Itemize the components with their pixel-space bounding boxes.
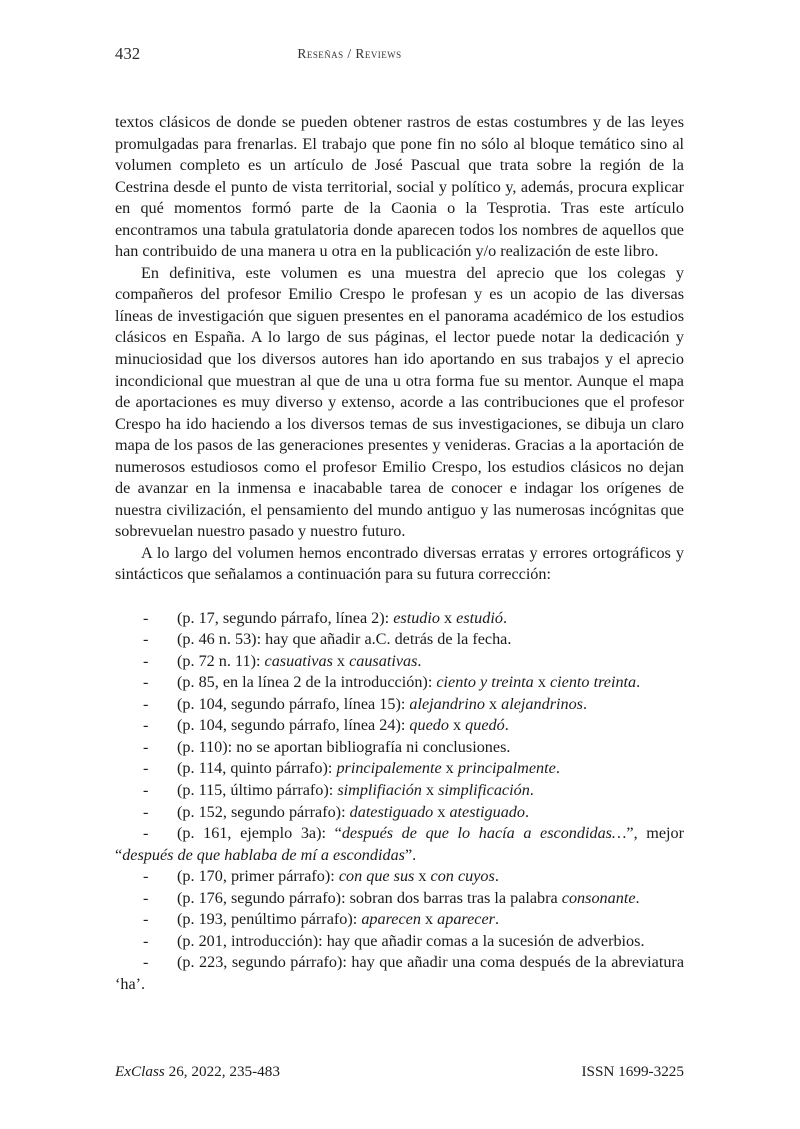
list-item xyxy=(115,909,684,931)
errata-note: sobran dos barras tras la palabra xyxy=(349,888,562,907)
list-bullet: - xyxy=(143,716,149,735)
errata-note: hay que añadir una coma después de la abreviatura ‘ha’. xyxy=(115,953,685,993)
errata-reference: (p. 152, segundo párrafo): xyxy=(177,802,350,821)
errata-tail: . xyxy=(636,673,641,692)
journal-citation xyxy=(115,1063,280,1081)
errata-tail: . xyxy=(582,694,588,713)
errata-note: hay que añadir a.C. detrás de la fecha. xyxy=(265,630,512,649)
errata-tail: . xyxy=(417,651,422,670)
list-bullet: - xyxy=(143,673,149,692)
body-text-block xyxy=(115,112,684,995)
list-item xyxy=(115,802,684,824)
list-item xyxy=(115,629,684,651)
list-bullet: - xyxy=(143,867,149,886)
list-item xyxy=(115,931,684,953)
errata-wrong-form: ciento y treinta xyxy=(436,673,534,692)
list-item xyxy=(115,758,684,780)
issn-label: ISSN 1699-3225 xyxy=(581,1063,684,1080)
errata-italic-word: consonante xyxy=(561,888,636,907)
errata-correct-form: principalmente xyxy=(457,759,556,778)
errata-separator: x xyxy=(533,673,550,692)
errata-wrong-form: aparecen xyxy=(361,910,421,929)
errata-wrong-form: casuativas xyxy=(264,651,333,670)
list-item xyxy=(115,888,684,910)
page-folio-number: 432 xyxy=(115,44,141,63)
list-item xyxy=(115,737,684,759)
paragraph-conclusion: En definitiva, este volumen es una muestra del aprecio que los colegas y compañeros del profesor Emilio Crespo le profesan y es un acopio de las diversas líneas de investigación que siguen presentes en el panorama académico de los estudios clásicos en España. A lo largo de sus páginas, el lector puede notar la dedicación y minuciosidad que los diversos autores han ido aportando en sus trabajos y el aprecio incondicional que muestran al que de una u otra forma fue su mentor. Aunque el mapa de aportaciones es muy diverso y extenso, acorde a las contribuciones que el profesor Crespo ha ido haciendo a los diversos temas de sus investigaciones, se dibuja un claro mapa de los pasos de las generaciones presentes y venideras. Gracias a la aportación de numerosos estudiosos como el profesor Emilio Crespo, los estudios clásicos no dejan de avanzar en la inmensa e inacabable tarea de conocer e indagar los orígenes de nuestra civilización, el pensamiento del mundo antiguo y las numerosas incógnitas que sobrevuelan nuestro pasado y nuestro futuro. xyxy=(115,263,684,541)
list-item xyxy=(115,651,684,673)
list-bullet: - xyxy=(143,888,149,907)
quote-close: ” xyxy=(404,845,413,864)
list-bullet: - xyxy=(143,608,149,627)
paragraph-continuation: textos clásicos de donde se pueden obtener rastros de estas costumbres y de las leyes promulgadas para frenarlas. El trabajo que pone fin no sólo al bloque temático sino al volumen completo es un artículo de José Pascual que trata sobre la región de la Cestrina desde el punto de vista territorial, social y político y, además, procura explicar en qué momentos formó parte de la Caonia o la Tesprotia. Tras este artículo encontramos una tabula gratulatoria donde aparecen todos los nombres de aquellos que han contribuido de una manera u otra en la publicación y/o realización de este libro. xyxy=(115,113,684,261)
running-head xyxy=(115,44,684,68)
errata-correct-form: simplificación xyxy=(438,780,530,799)
errata-tail: . xyxy=(412,845,417,864)
errata-separator: x xyxy=(448,716,466,735)
errata-wrong-form: principalemente xyxy=(336,759,442,778)
errata-tail: . xyxy=(502,608,507,627)
list-bullet: - xyxy=(143,802,149,821)
errata-tail: . xyxy=(504,716,509,735)
errata-correct-form: quedó xyxy=(465,716,505,735)
errata-reference: (p. 46 n. 53): xyxy=(177,630,266,649)
errata-reference: (p. 72 n. 11): xyxy=(177,651,265,670)
running-head-title: Reseñas / Reviews xyxy=(297,46,402,61)
quote-open: “ xyxy=(115,845,123,864)
errata-tail: . xyxy=(529,780,534,799)
quote-open: “ xyxy=(334,824,342,843)
list-bullet: - xyxy=(143,953,149,972)
list-item xyxy=(115,780,684,802)
errata-correct-form: atestiguado xyxy=(449,802,525,821)
errata-list xyxy=(115,608,684,996)
errata-reference: (p. 85, en la línea 2 de la introducción): xyxy=(177,673,437,692)
list-bullet: - xyxy=(143,910,149,929)
errata-correct-form: estudió xyxy=(456,608,503,627)
list-item xyxy=(115,715,684,737)
errata-connector: , mejor xyxy=(633,824,684,843)
errata-correct-form: causativas xyxy=(349,651,418,670)
errata-separator: x xyxy=(433,802,450,821)
list-item-multiline xyxy=(115,823,684,866)
errata-reference: (p. 114, quinto párrafo): xyxy=(177,759,337,778)
list-bullet: - xyxy=(143,824,149,843)
page-footer xyxy=(115,1063,684,1081)
journal-volume-pages: 26, 2022, 235-483 xyxy=(164,1063,280,1080)
errata-wrong-form: con que sus xyxy=(338,867,415,886)
errata-note: hay que añadir comas a la sucesión de adverbios. xyxy=(326,931,645,950)
list-item xyxy=(115,694,684,716)
errata-separator: x xyxy=(420,910,438,929)
list-bullet: - xyxy=(143,694,149,713)
errata-tail: . xyxy=(635,888,640,907)
list-bullet: - xyxy=(143,759,149,778)
errata-separator: x xyxy=(484,694,502,713)
errata-tail: . xyxy=(555,759,560,778)
errata-tail: . xyxy=(494,867,499,886)
journal-name: ExClass xyxy=(115,1063,165,1080)
errata-quoted-correction: después de que hablaba de mí a escondidas xyxy=(122,845,405,864)
errata-reference: (p. 161, ejemplo 3a): xyxy=(177,824,335,843)
errata-wrong-form: estudio xyxy=(393,608,440,627)
errata-separator: x xyxy=(439,608,457,627)
errata-correct-form: alejandrinos xyxy=(501,694,583,713)
paragraph-errata-intro: A lo largo del volumen hemos encontrado diversas erratas y errores ortográficos y sintácticos que señalamos a continuación para su futura corrección: xyxy=(115,543,684,584)
errata-quoted-original: después de que lo hacía a escondidas… xyxy=(341,824,627,843)
errata-note: no se aportan bibliografía ni conclusiones. xyxy=(236,737,511,756)
errata-wrong-form: datestiguado xyxy=(349,802,434,821)
list-bullet: - xyxy=(143,651,149,670)
errata-tail: . xyxy=(494,910,500,929)
errata-reference: (p. 170, primer párrafo): xyxy=(177,867,339,886)
errata-reference: (p. 193, penúltimo párrafo): xyxy=(177,910,362,929)
errata-separator: x xyxy=(421,780,439,799)
list-bullet: - xyxy=(143,737,149,756)
errata-wrong-form: simplifiación xyxy=(337,780,422,799)
errata-reference: (p. 201, introducción): xyxy=(177,931,327,950)
errata-tail: . xyxy=(525,802,530,821)
list-item xyxy=(115,608,684,630)
errata-reference: (p. 115, último párrafo): xyxy=(177,780,338,799)
quote-close: ” xyxy=(626,824,634,843)
errata-reference: (p. 110): xyxy=(177,737,237,756)
errata-correct-form: ciento treinta xyxy=(549,673,637,692)
errata-reference: (p. 104, segundo párrafo, línea 24): xyxy=(177,716,410,735)
list-item-multiline xyxy=(115,952,684,995)
errata-reference: (p. 176, segundo párrafo): xyxy=(177,888,350,907)
errata-separator: x xyxy=(414,867,431,886)
errata-separator: x xyxy=(332,651,350,670)
errata-reference: (p. 104, segundo párrafo, línea 15): xyxy=(177,694,410,713)
list-bullet: - xyxy=(143,630,149,649)
list-item xyxy=(115,672,684,694)
list-bullet: - xyxy=(143,780,149,799)
list-item xyxy=(115,866,684,888)
errata-wrong-form: quedo xyxy=(409,716,449,735)
errata-wrong-form: alejandrino xyxy=(409,694,485,713)
errata-reference: (p. 17, segundo párrafo, línea 2): xyxy=(177,608,394,627)
list-bullet: - xyxy=(143,931,149,950)
errata-reference: (p. 223, segundo párrafo): xyxy=(177,953,352,972)
errata-correct-form: con cuyos xyxy=(430,867,495,886)
errata-separator: x xyxy=(441,759,458,778)
errata-correct-form: aparecer xyxy=(437,910,495,929)
